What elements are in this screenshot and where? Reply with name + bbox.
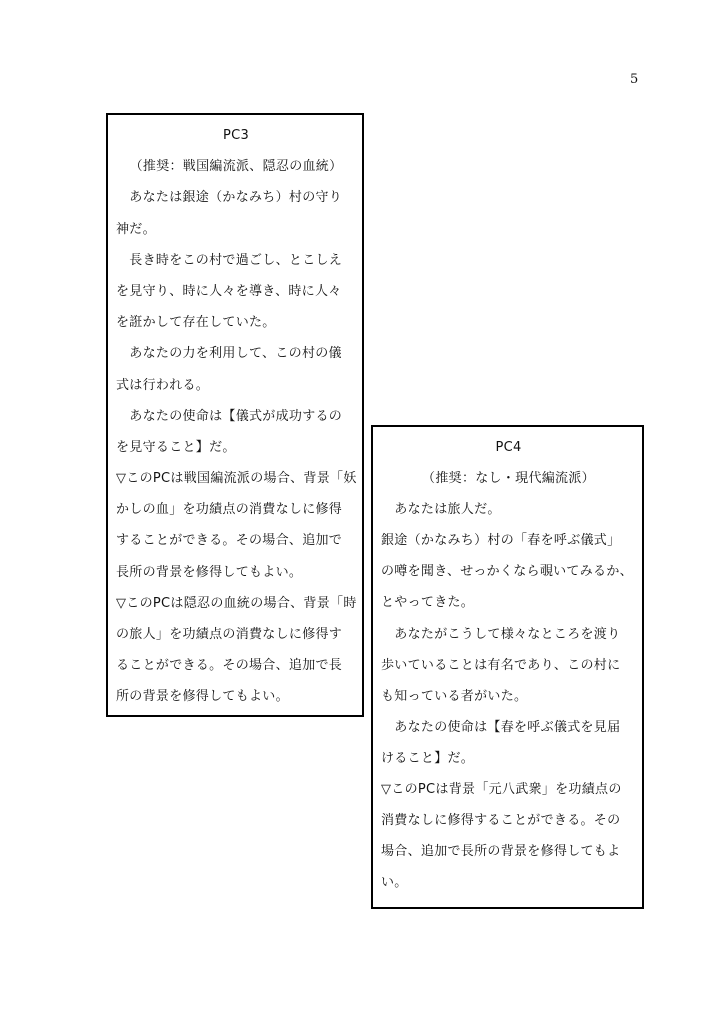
pc3-text-line: 長き時をこの村で過ごし、とこしえ — [116, 252, 343, 268]
pc4-text-line: とやってきた。 — [381, 595, 475, 611]
pc4-mission-line: あなたの使命は【春を呼ぶ儀式を見届 — [381, 719, 621, 735]
pc3-note-line: ▽このPCは隠忍の血統の場合、背景「時 — [116, 595, 357, 611]
pc3-text-line: あなたの力を利用して、この村の儀 — [116, 346, 342, 362]
pc3-note-line: 所の背景を修得してもよい。 — [116, 689, 289, 705]
pc4-recommendation: （推奨：なし・現代編流派） — [422, 471, 595, 487]
pc3-text-line: あなたは銀途（かなみち）村の守り — [116, 190, 343, 206]
pc4-text-line: も知っている者がいた。 — [381, 688, 528, 704]
pc3-mission-line: を見守ること】だ。 — [116, 439, 236, 455]
pc3-text-line: 式は行われる。 — [116, 377, 210, 393]
pc4-text-line: あなたは旅人だ。 — [381, 502, 501, 518]
pc3-text-line: を見守り、時に人々を導き、時に人々 — [116, 283, 342, 299]
pc3-recommendation: （推奨：戦国編流派、隠忍の血統） — [129, 159, 343, 175]
pc3-note-line: ることができる。その場合、追加で長 — [116, 658, 343, 674]
pc4-title: PC4 — [495, 440, 522, 455]
pc4-text-line: 歩いていることは有名であり、この村に — [381, 657, 621, 673]
pc3-note-line: ▽このPCは戦国編流派の場合、背景「妖 — [116, 471, 357, 487]
pc4-text-line: の噂を聞き、せっかくなら覗いてみるか、 — [381, 564, 633, 580]
pc4-note-line: 場合、追加で長所の背景を修得してもよ — [381, 844, 621, 860]
page-number: 5 — [630, 72, 639, 87]
pc3-note-line: かしの血」を功績点の消費なしに修得 — [116, 502, 343, 518]
pc4-note-line: 消費なしに修得することができる。その — [381, 813, 621, 829]
pc3-note-line: 長所の背景を修得してもよい。 — [116, 564, 303, 580]
pc3-box — [106, 113, 364, 717]
pc3-text-line: 神だ。 — [116, 221, 156, 237]
pc3-note-line: の旅人」を功績点の消費なしに修得す — [116, 627, 343, 642]
pc3-title: PC3 — [222, 128, 250, 143]
pc4-text-line: あなたがこうして様々なところを渡り — [381, 626, 621, 642]
pc4-note-line: ▽このPCは背景「元八武衆」を功績点の — [381, 782, 622, 798]
pc4-note-line: い。 — [381, 875, 408, 891]
pc3-text-line: を誑かして存在していた。 — [116, 315, 276, 331]
pc3-mission-line: あなたの使命は【儀式が成功するの — [116, 408, 343, 424]
pc3-note-line: することができる。その場合、追加で — [116, 533, 343, 549]
pc4-box — [371, 425, 644, 909]
pc4-mission-line: けること】だ。 — [381, 750, 475, 766]
pc4-text-line: 銀途（かなみち）村の「春を呼ぶ儀式」 — [381, 533, 621, 549]
